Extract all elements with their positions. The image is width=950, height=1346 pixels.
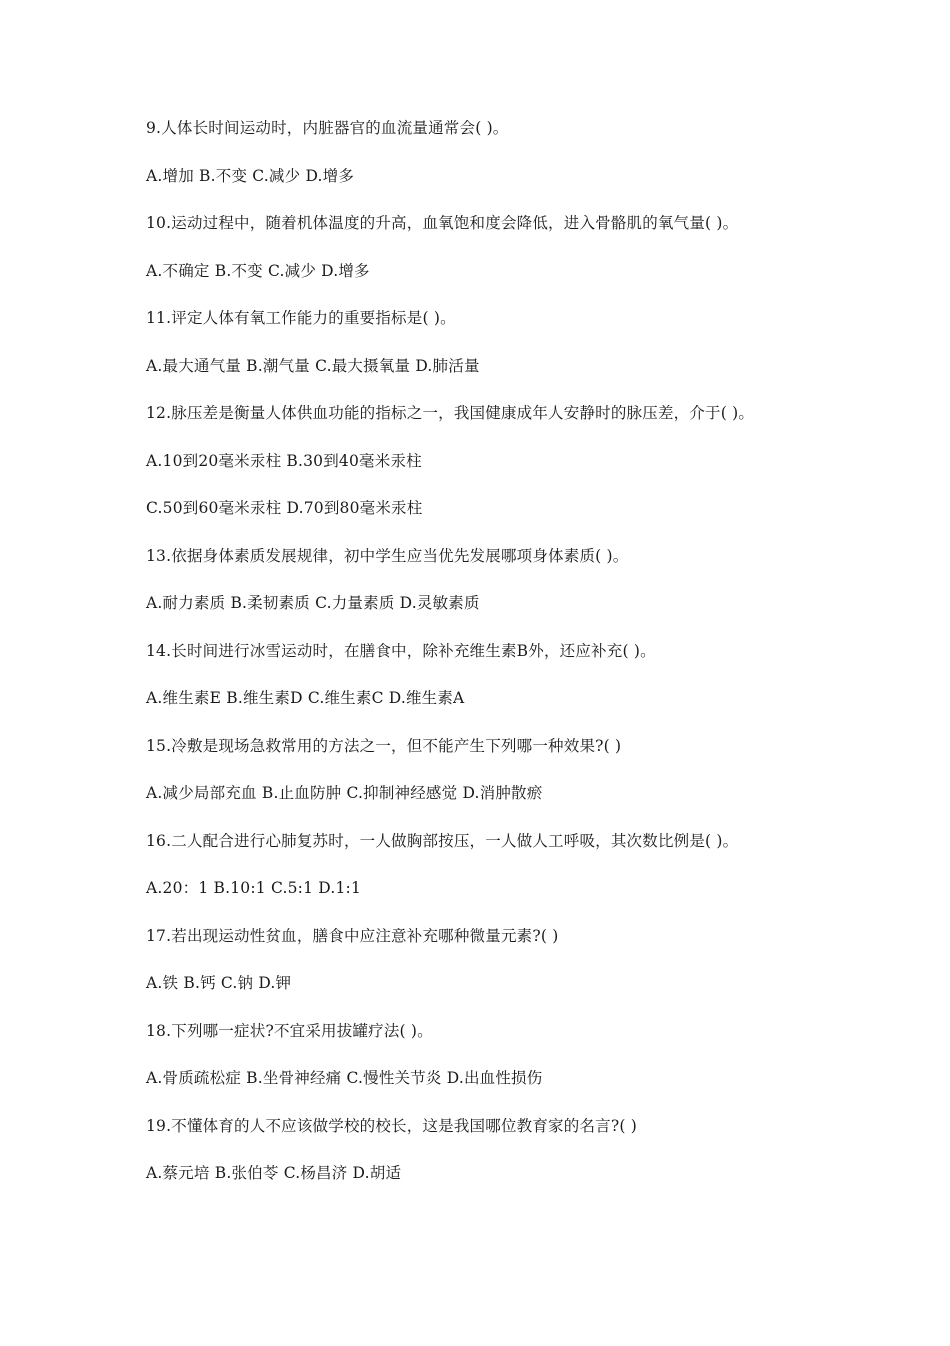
options-18: A.骨质疏松症 B.坐骨神经痛 C.慢性关节炎 D.出血性损伤 bbox=[146, 1069, 543, 1087]
options-9: A.增加 B.不变 C.减少 D.增多 bbox=[146, 167, 355, 185]
question-17: 17.若出现运动性贫血，膳食中应注意补充哪种微量元素?( ) bbox=[146, 927, 559, 945]
options-12-line-1: A.10到20毫米汞柱 B.30到40毫米汞柱 bbox=[146, 452, 422, 470]
question-10: 10.运动过程中，随着机体温度的升高，血氧饱和度会降低，进入骨骼肌的氧气量( )。 bbox=[146, 214, 739, 232]
options-17: A.铁 B.钙 C.钠 D.钾 bbox=[146, 974, 292, 992]
options-16: A.20：1 B.10:1 C.5:1 D.1:1 bbox=[146, 879, 362, 897]
question-9: 9.人体长时间运动时，内脏器官的血流量通常会( )。 bbox=[146, 119, 509, 137]
question-14: 14.长时间进行冰雪运动时，在膳食中，除补充维生素B外，还应补充( )。 bbox=[146, 642, 656, 660]
options-13: A.耐力素质 B.柔韧素质 C.力量素质 D.灵敏素质 bbox=[146, 594, 480, 612]
options-12-line-2: C.50到60毫米汞柱 D.70到80毫米汞柱 bbox=[146, 499, 423, 517]
options-19: A.蔡元培 B.张伯苓 C.杨昌济 D.胡适 bbox=[146, 1164, 402, 1182]
options-10: A.不确定 B.不变 C.减少 D.增多 bbox=[146, 262, 370, 280]
options-11: A.最大通气量 B.潮气量 C.最大摄氧量 D.肺活量 bbox=[146, 357, 480, 375]
question-19: 19.不懂体育的人不应该做学校的校长，这是我国哪位教育家的名言?( ) bbox=[146, 1117, 637, 1135]
question-15: 15.冷敷是现场急救常用的方法之一，但不能产生下列哪一种效果?( ) bbox=[146, 737, 622, 755]
options-15: A.减少局部充血 B.止血防肿 C.抑制神经感觉 D.消肿散瘀 bbox=[146, 784, 543, 802]
question-16: 16.二人配合进行心肺复苏时，一人做胸部按压，一人做人工呼吸，其次数比例是( )。 bbox=[146, 832, 739, 850]
options-14: A.维生素E B.维生素D C.维生素C D.维生素A bbox=[146, 689, 465, 707]
question-11: 11.评定人体有氧工作能力的重要指标是( )。 bbox=[146, 309, 456, 327]
question-18: 18.下列哪一症状?不宜采用拔罐疗法( )。 bbox=[146, 1022, 433, 1040]
question-12: 12.脉压差是衡量人体供血功能的指标之一，我国健康成年人安静时的脉压差，介于( )。 bbox=[146, 404, 755, 422]
question-13: 13.依据身体素质发展规律，初中学生应当优先发展哪项身体素质( )。 bbox=[146, 547, 629, 565]
